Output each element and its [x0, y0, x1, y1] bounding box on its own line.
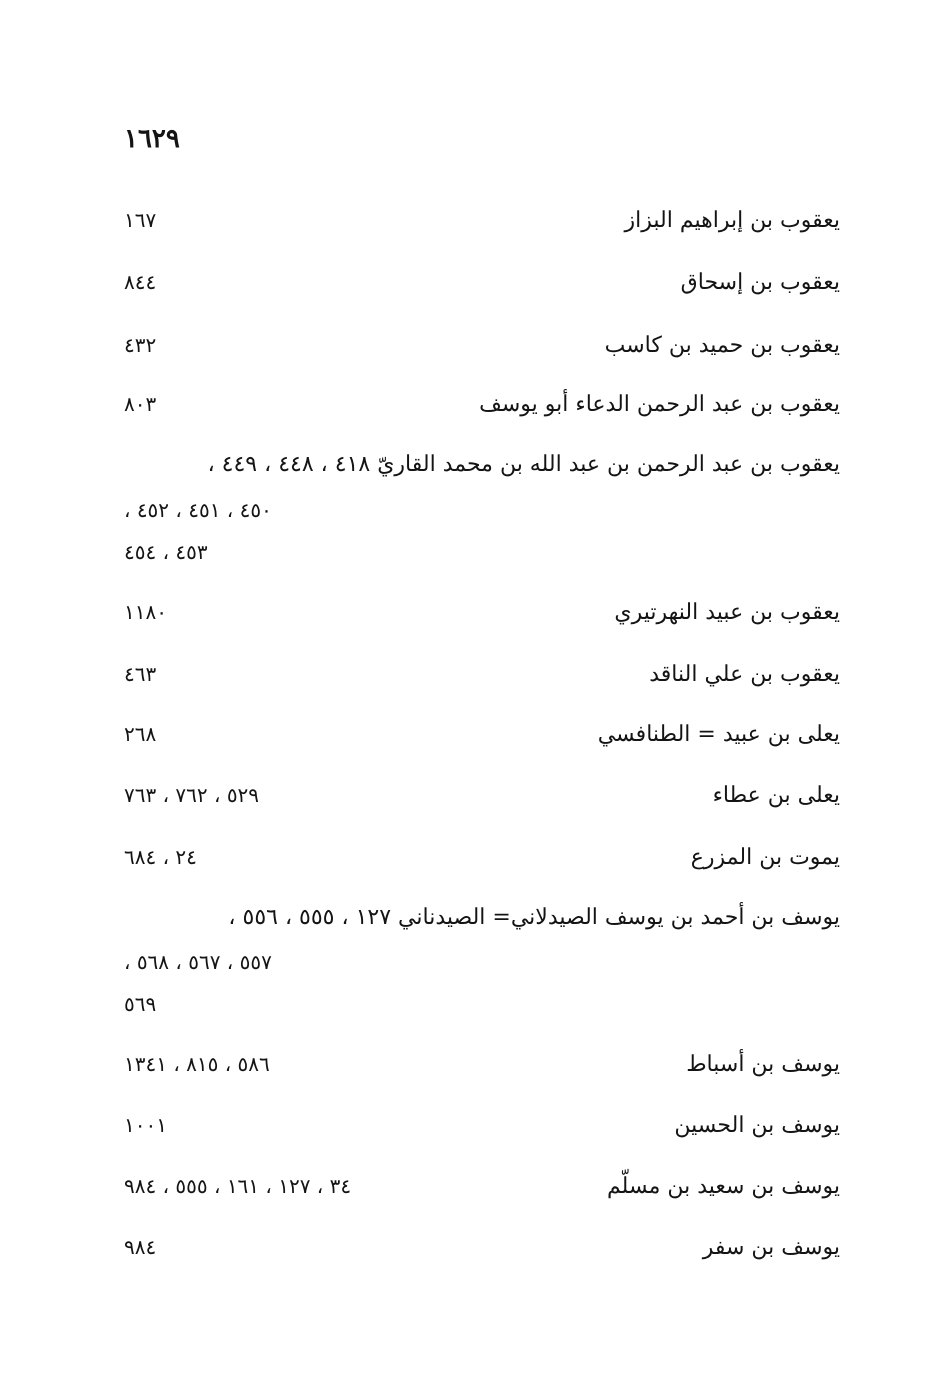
index-entry-name: يعقوب بن إبراهيم البزاز — [624, 208, 840, 233]
index-entry-name: يوسف بن أسباط — [686, 1052, 840, 1077]
index-entry-pages: ١٦٧ — [124, 208, 157, 232]
index-entry-pages: ١٠٠١ — [124, 1113, 167, 1137]
index-entry-pages-continued: ٤٥٠ ، ٤٥١ ، ٤٥٢ ، — [124, 498, 272, 522]
index-entry-pages: ٥٢٩ ، ٧٦٢ ، ٧٦٣ — [124, 783, 260, 807]
index-entry-pages-continued: ٥٥٧ ، ٥٦٧ ، ٥٦٨ ، — [124, 950, 272, 974]
index-entry-pages: ٥٨٦ ، ٨١٥ ، ١٣٤١ — [124, 1052, 270, 1076]
index-entry-name: يعقوب بن عبد الرحمن الدعاء أبو يوسف — [479, 392, 840, 417]
index-entry-pages: ٢٤ ، ٦٨٤ — [124, 845, 197, 869]
index-entry-name: يعقوب بن إسحاق — [680, 270, 840, 295]
index-entry-name: يموت بن المزرع — [690, 845, 840, 870]
index-entry-name: يوسف بن سفر — [702, 1235, 840, 1260]
index-entry-pages: ٨٠٣ — [124, 392, 157, 416]
index-entry-name: يعلى بن عطاء — [712, 783, 840, 808]
index-entry-name: يوسف بن سعيد بن مسلّم — [607, 1174, 840, 1199]
index-entry-pages: ٣٤ ، ١٢٧ ، ١٦١ ، ٥٥٥ ، ٩٨٤ — [124, 1174, 352, 1198]
index-entry-name: يعقوب بن عبيد النهرتيري — [614, 600, 840, 625]
index-entry-pages: ٨٤٤ — [124, 270, 157, 294]
index-entry-name: يعقوب بن حميد بن كاسب — [604, 333, 840, 358]
index-entry-name: يعقوب بن علي الناقد — [649, 662, 840, 687]
index-entry-pages: ١١٨٠ — [124, 600, 167, 624]
index-entry-name: يعلى بن عبيد = الطنافسي — [597, 722, 840, 747]
index-entry-name: يوسف بن الحسين — [674, 1113, 840, 1138]
index-entry-pages-continued: ٤٥٣ ، ٤٥٤ — [124, 540, 208, 564]
index-entry-pages: ٤٣٢ — [124, 333, 157, 357]
index-entry-pages: ٤٦٣ — [124, 662, 157, 686]
index-entry-pages: ٢٦٨ — [124, 722, 157, 746]
page-number: ١٦٢٩ — [124, 124, 180, 154]
index-entry-name: يعقوب بن عبد الرحمن بن عبد الله بن محمد القاريّ ٤١٨ ، ٤٤٨ ، ٤٤٩ ، — [207, 452, 840, 477]
index-entry-pages: ٩٨٤ — [124, 1235, 157, 1259]
index-entry-name: يوسف بن أحمد بن يوسف الصيدلاني= الصيدناني ١٢٧ ، ٥٥٥ ، ٥٥٦ ، — [228, 905, 840, 930]
index-entry-pages-continued: ٥٦٩ — [124, 992, 157, 1016]
